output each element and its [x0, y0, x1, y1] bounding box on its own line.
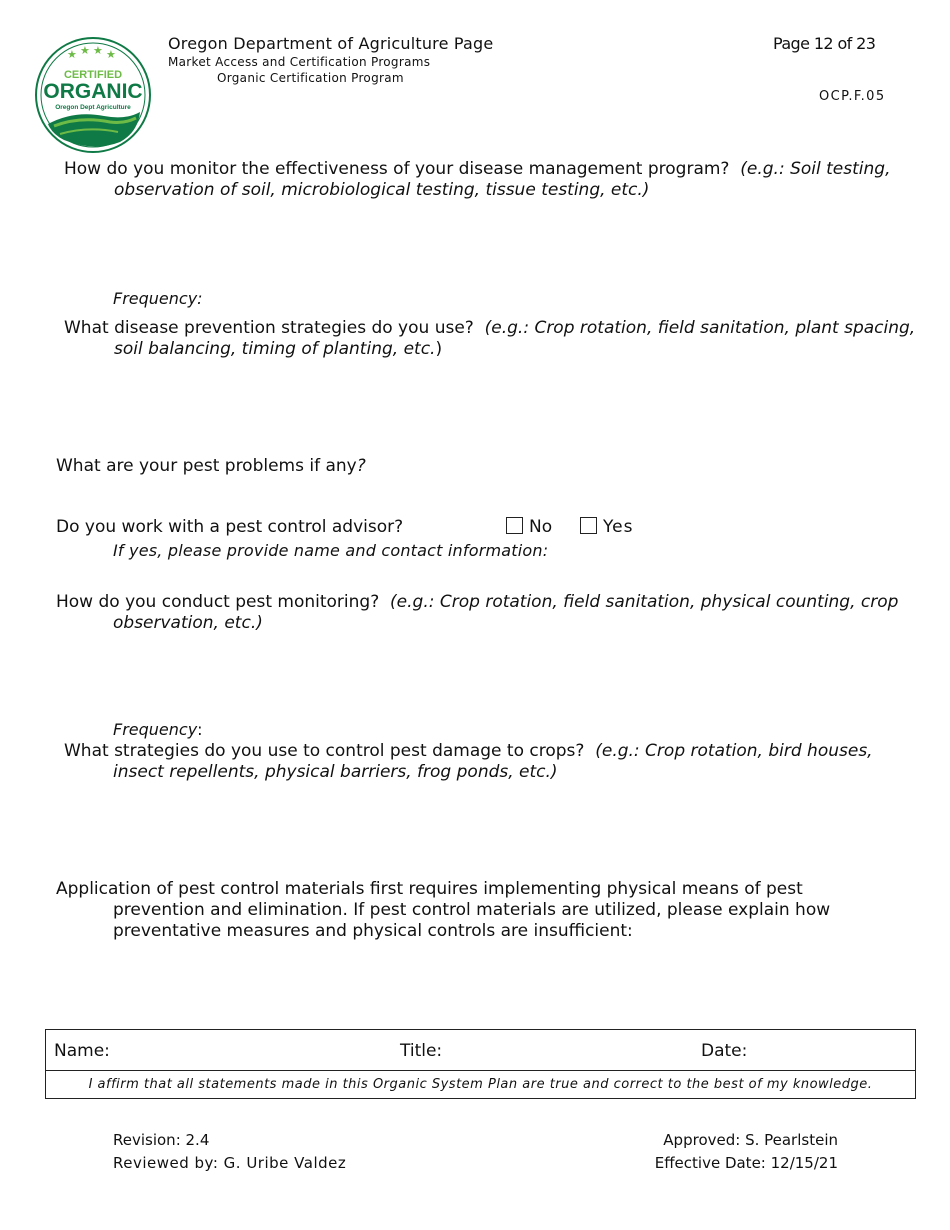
reviewed-by-text: Reviewed by: G. Uribe Valdez	[113, 1154, 347, 1172]
affirmation-text: I affirm that all statements made in this Organic System Plan are true and correct to the best of my knowledge.	[88, 1077, 873, 1092]
question-disease-prevention	[64, 318, 934, 360]
signature-fields-row	[46, 1030, 915, 1071]
footer-right	[655, 1129, 838, 1175]
question-pest-monitoring	[56, 592, 926, 634]
question-pest-advisor: Do you work with a pest control advisor?	[56, 517, 404, 537]
question-hint: (e.g.: Crop rotation, field sanitation, physical counting, crop	[390, 592, 899, 612]
advisor-followup: If yes, please provide name and contact information:	[113, 541, 549, 560]
title-label: Title:	[400, 1041, 443, 1061]
frequency-label: Frequency:	[113, 289, 203, 308]
question-hint-continued: insect repellents, physical barriers, frog ponds, etc.)	[113, 762, 558, 782]
question-hint: (e.g.: Crop rotation, bird houses,	[595, 741, 873, 761]
question-text: What strategies do you use to control pest damage to crops?	[64, 741, 585, 761]
no-option[interactable]	[506, 517, 552, 538]
close-paren: )	[435, 339, 443, 359]
svg-text:★: ★	[93, 44, 103, 57]
question-text: How do you conduct pest monitoring?	[56, 592, 380, 612]
question-hint-continued: soil balancing, timing of planting, etc.	[114, 339, 436, 359]
svg-text:★: ★	[80, 44, 90, 57]
question-hint: (e.g.: Soil testing,	[740, 159, 891, 179]
logo-main-text: ORGANIC	[43, 80, 143, 103]
date-label: Date:	[701, 1041, 748, 1061]
signature-box	[45, 1029, 916, 1099]
approved-text: Approved: S. Pearlstein	[663, 1131, 838, 1149]
question-hint-continued: observation, etc.)	[113, 613, 263, 633]
question-pest-materials	[56, 879, 936, 942]
question-text: What disease prevention strategies do you use?	[64, 318, 474, 338]
logo-top-text: CERTIFIED	[63, 69, 123, 81]
svg-text:★: ★	[67, 48, 77, 61]
question-line-3: preventative measures and physical controls are insufficient:	[113, 921, 633, 941]
question-disease-monitoring	[64, 159, 924, 201]
question-line-2: prevention and elimination. If pest control materials are utilized, please explain how	[113, 900, 831, 920]
logo-sub-text: Oregon Dept Agriculture	[55, 104, 131, 111]
question-hint: (e.g.: Crop rotation, field sanitation, plant spacing,	[484, 318, 916, 338]
header-subtitle-2: Organic Certification Program	[217, 71, 404, 85]
yes-option[interactable]	[580, 517, 633, 538]
certified-organic-logo	[34, 36, 152, 154]
svg-text:★: ★	[106, 48, 116, 61]
question-text: What are your pest problems if any	[56, 456, 357, 476]
yes-label: Yes	[603, 517, 634, 537]
frequency-label-2	[113, 720, 203, 739]
yes-checkbox[interactable]	[580, 517, 597, 534]
revision-text: Revision: 2.4	[113, 1131, 210, 1149]
footer-left	[113, 1129, 346, 1175]
question-mark: ?	[356, 456, 366, 476]
header-title: Oregon Department of Agriculture Page	[168, 34, 494, 53]
question-line-1: Application of pest control materials first requires implementing physical means of pest	[56, 879, 803, 899]
question-text: How do you monitor the effectiveness of your disease management program?	[64, 159, 730, 179]
page-number: Page 12 of 23	[773, 34, 876, 53]
name-label: Name:	[54, 1041, 110, 1061]
question-pest-problems	[56, 456, 366, 477]
question-hint-continued: observation of soil, microbiological testing, tissue testing, etc.)	[114, 180, 650, 200]
no-label: No	[529, 517, 553, 537]
form-code: OCP.F.05	[819, 89, 886, 104]
question-pest-damage	[64, 741, 934, 783]
header-subtitle-1: Market Access and Certification Programs	[168, 55, 431, 69]
no-checkbox[interactable]	[506, 517, 523, 534]
effective-date-text: Effective Date: 12/15/21	[654, 1154, 838, 1172]
frequency-word: Frequency	[113, 720, 198, 739]
frequency-colon: :	[197, 720, 203, 739]
